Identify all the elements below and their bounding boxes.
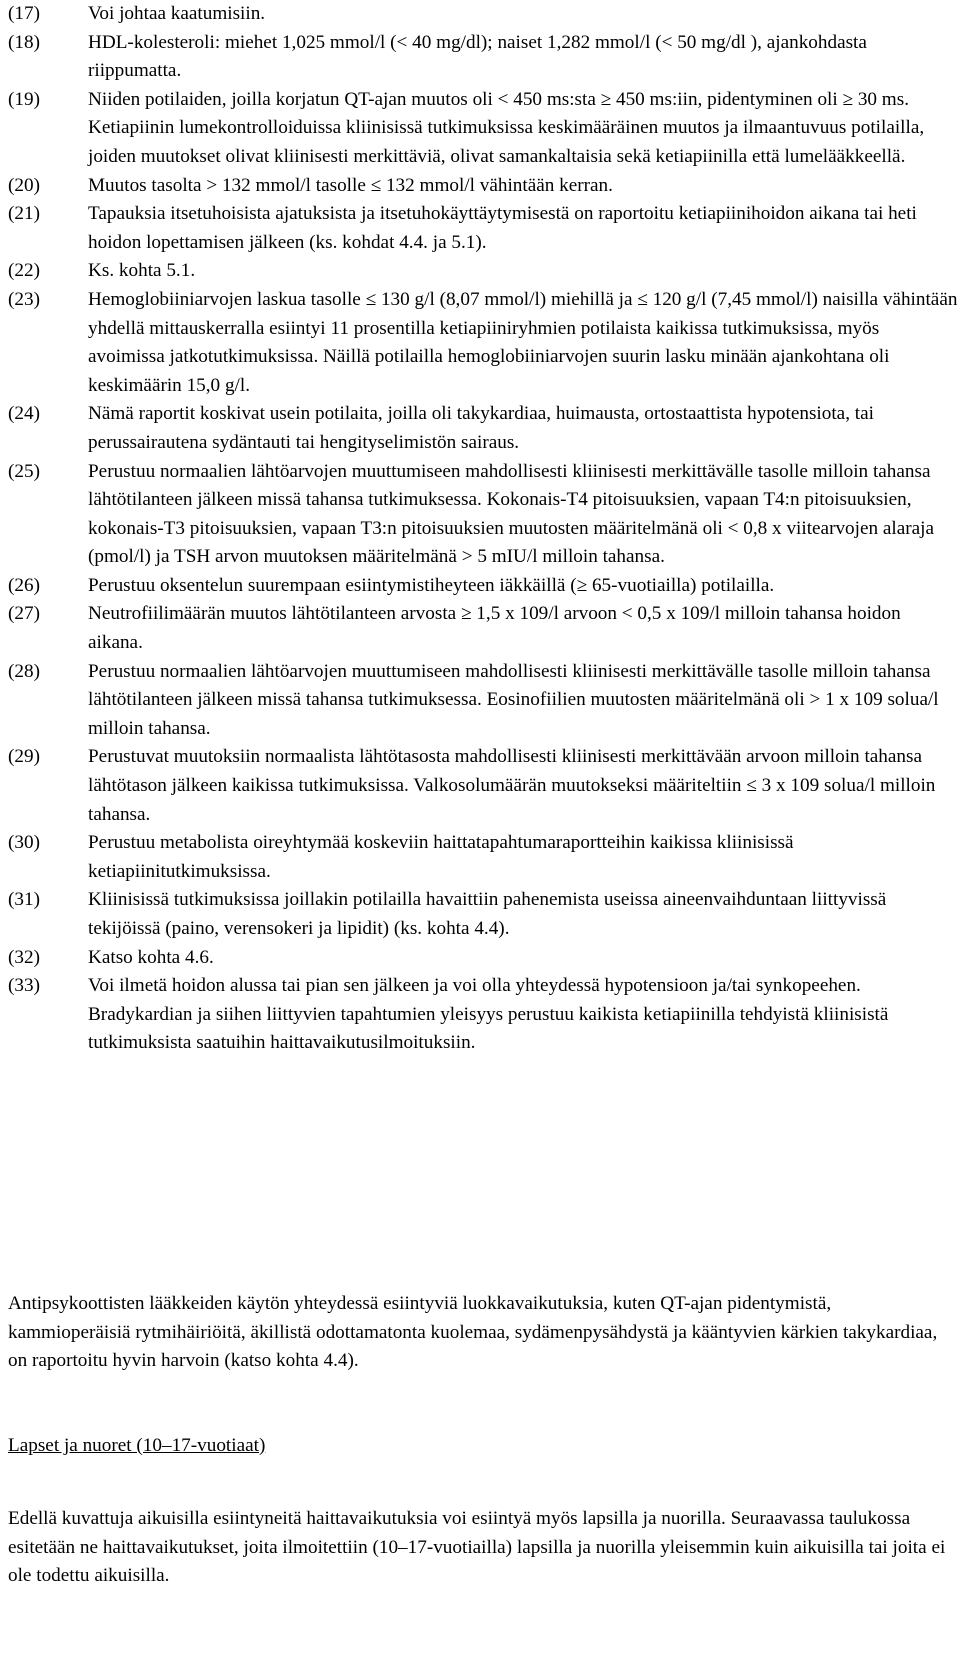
footnote-item	[8, 886, 958, 943]
footnote-text: Tapauksia itsetuhoisista ajatuksista ja itsetuhokäyttäytymisestä on raportoitu ketiapiinihoidon aikana tai heti hoidon lopettamisen jälkeen (ks. kohdat 4.4. ja 5.1).	[88, 203, 917, 253]
footnote-number: (29)	[8, 746, 40, 768]
footnote-text: Perustuu normaalien lähtöarvojen muuttumiseen mahdollisesti kliinisesti merkittävälle tasolle milloin tahansa lähtötilanteen jälkeen missä tahansa tutkimuksessa. Kokonais-T4 pitoisuuksien, vapaan T4:n pitoisuuksien, kokonais-T3 pitoisuuksien, vapaan T3:n pitoisuuksien muutosten määritelmänä oli < 0,8 x viitearvojen alaraja (pmol/l) ja TSH arvon muutoksen määritelmänä > 5 mIU/l milloin tahansa.	[88, 460, 935, 568]
footnote-item	[8, 944, 958, 973]
footnote-text: Perustuu oksentelun suurempaan esiintymistiheyteen iäkkäillä (≥ 65-vuotiailla) potilailla.	[88, 574, 775, 596]
class-effects-paragraph: Antipsykoottisten lääkkeiden käytön yhteydessä esiintyviä luokkavaikutuksia, kuten QT-ajan pidentymistä, kammioperäisiä rytmihäiriöitä, äkillistä odottamatonta kuolemaa, sydämenpysähdystä ja kääntyvien kärkien takykardiaa, on raportoitu hyvin harvoin (katso kohta 4.4).	[8, 1293, 938, 1372]
footnote-item	[8, 29, 958, 86]
footnote-number: (33)	[8, 975, 40, 997]
footnote-text: Katso kohta 4.6.	[88, 946, 214, 968]
footnote-item	[8, 829, 958, 886]
footnote-item	[8, 400, 958, 457]
footnote-number: (23)	[8, 288, 40, 310]
footnote-number: (32)	[8, 946, 40, 968]
footnote-list	[8, 0, 958, 1058]
footnote-number: (17)	[8, 3, 40, 24]
footnote-number: (27)	[8, 603, 40, 625]
footnote-text: Perustuvat muutoksiin normaalista lähtötasosta mahdollisesti kliinisesti merkittävään arvoon milloin tahansa lähtötason jälkeen kaikissa tutkimuksissa. Valkosolumäärän muutokseksi määriteltiin ≤ 3 x 109 solua/l milloin tahansa.	[88, 746, 936, 825]
footnote-item	[8, 743, 958, 829]
footnote-text: Hemoglobiiniarvojen laskua tasolle ≤ 130 g/l (8,07 mmol/l) miehillä ja ≤ 120 g/l (7,45 mmol/l) naisilla vähintään yhdellä mittauskerralla esiintyi 11 prosentilla ketiapiiniryhmien potilaista kaikissa tutkimuksissa, myös avoimissa jatkotutkimuksissa. Näillä potilailla hemoglobiiniarvojen suurin lasku minään ajankohtana oli keskimäärin 15,0 g/l.	[88, 288, 958, 396]
footnote-text: Perustuu metabolista oireyhtymää koskeviin haittatapahtumaraportteihin kaikissa kliinisissä ketiapiinitutkimuksissa.	[88, 832, 794, 882]
footnote-number: (31)	[8, 889, 40, 911]
section-heading: Lapset ja nuoret (10–17-vuotiaat)	[8, 1435, 266, 1456]
footnote-text: Perustuu normaalien lähtöarvojen muuttumiseen mahdollisesti kliinisesti merkittävälle tasolle milloin tahansa lähtötilanteen jälkeen missä tahansa tutkimuksessa. Eosinofiilien muutosten määritelmänä oli > 1 x 109 solua/l milloin tahansa.	[88, 660, 939, 739]
footnote-item	[8, 600, 958, 657]
footnote-text: Ks. kohta 5.1.	[88, 260, 196, 282]
footnote-number: (22)	[8, 260, 40, 282]
footnote-number: (25)	[8, 460, 40, 482]
footnote-number: (24)	[8, 403, 40, 425]
footnote-text: Niiden potilaiden, joilla korjatun QT-ajan muutos oli < 450 ms:sta ≥ 450 ms:iin, pidentyminen oli ≥ 30 ms. Ketiapiinin lumekontrolloiduissa kliinisissä tutkimuksissa keskimääräinen muutos ja ilmaantuvuus potilailla, joiden muutokset olivat kliinisesti merkittäviä, olivat samankaltaisia sekä ketiapiinilla että lumelääkkeellä.	[88, 88, 925, 167]
footnote-item	[8, 86, 958, 172]
footnote-number: (21)	[8, 203, 40, 225]
footnote-item	[8, 257, 958, 286]
footnote-item	[8, 972, 958, 1058]
children-paragraph: Edellä kuvattuja aikuisilla esiintyneitä haittavaikutuksia voi esiintyä myös lapsilla ja nuorilla. Seuraavassa taulukossa esitetään ne haittavaikutukset, joita ilmoitettiin (10–17-vuotiailla) lapsilla ja nuorilla yleisemmin kuin aikuisilla tai joita ei ole todettu aikuisilla.	[8, 1508, 946, 1587]
footnote-number: (20)	[8, 174, 40, 196]
footnote-text: Kliinisissä tutkimuksissa joillakin potilailla havaittiin pahenemista useissa aineenvaihduntaan liittyvissä tekijöissä (paino, verensokeri ja lipidit) (ks. kohta 4.4).	[88, 889, 887, 939]
footnote-item	[8, 200, 958, 257]
footnote-number: (30)	[8, 832, 40, 854]
footnote-number: (19)	[8, 88, 40, 110]
footnote-item	[8, 286, 958, 400]
footnote-text: Nämä raportit koskivat usein potilaita, joilla oli takykardiaa, huimausta, ortostaattista hypotensiota, tai perussairautena sydäntauti tai hengityselimistön sairaus.	[88, 403, 874, 453]
footnote-item	[8, 458, 958, 572]
footnote-text: HDL-kolesteroli: miehet 1,025 mmol/l (< 40 mg/dl); naiset 1,282 mmol/l (< 50 mg/dl ), ajankohdasta riippumatta.	[88, 31, 867, 82]
footnote-item	[8, 572, 958, 601]
footnote-text: Neutrofiilimäärän muutos lähtötilanteen arvosta ≥ 1,5 x 109/l arvoon < 0,5 x 109/l milloin tahansa hoidon aikana.	[88, 603, 901, 654]
footnote-number: (28)	[8, 660, 40, 682]
footnote-text: Muutos tasolta > 132 mmol/l tasolle ≤ 132 mmol/l vähintään kerran.	[88, 174, 613, 196]
footnote-number: (18)	[8, 31, 40, 53]
footnote-item	[8, 658, 958, 744]
footnote-number: (26)	[8, 574, 40, 596]
footnote-item	[8, 172, 958, 201]
footnote-text: Voi johtaa kaatumisiin.	[88, 3, 266, 24]
footnote-text: Voi ilmetä hoidon alussa tai pian sen jälkeen ja voi olla yhteydessä hypotensioon ja/tai synkopeehen. Bradykardian ja siihen liittyvien tapahtumien yleisyys perustuu kaikista ketiapiinilla tehdyistä kliinisistä tutkimuksista saatuihin haittavaikutusilmoituksiin.	[88, 975, 889, 1054]
footnote-item	[8, 0, 958, 29]
